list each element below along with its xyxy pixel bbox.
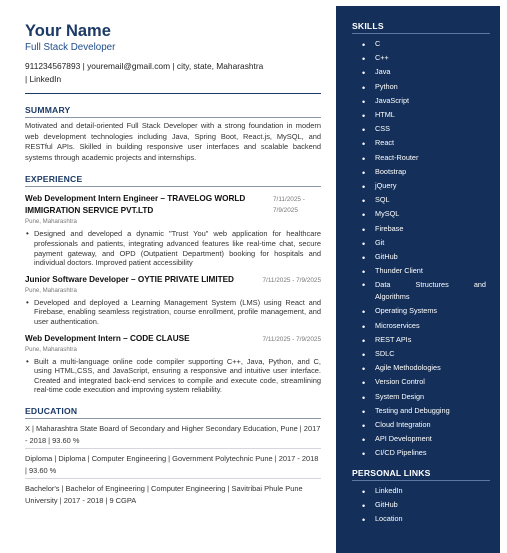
education-item: X | Maharashtra State Board of Secondary and Higher Secondary Education, Pune | 2017 - 2018 | 93.60 %	[25, 423, 321, 449]
job-bullet: • Developed and deployed a Learning Management System (LMS) using React and Firebase, enabling seamless registration, course enrollment, profile management, and user authentication.	[34, 298, 321, 327]
skill-item: • Testing and Debugging	[375, 404, 490, 418]
skill-item	[375, 278, 490, 304]
skill-item: • Cloud Integration	[375, 418, 490, 432]
skill-item: • GitHub	[375, 250, 490, 264]
experience-entry	[25, 333, 321, 395]
skills-list	[352, 37, 490, 461]
skill-item: • CSS	[375, 122, 490, 136]
job-location: Pune, Maharashtra	[25, 286, 77, 294]
skill-word: • Data	[375, 280, 391, 290]
experience-entry	[25, 274, 321, 327]
job-title: Web Development Intern Engineer – TRAVELOG WORLD IMMIGRATION SERVICE PVT.LTD	[25, 194, 246, 216]
skill-item: • Operating Systems	[375, 304, 490, 318]
link-github[interactable]: • GitHub	[375, 498, 490, 512]
skill-item: • SQL	[375, 193, 490, 207]
skill-item: • C	[375, 37, 490, 51]
job-bullet: • Designed and developed a dynamic "Trust You" web application for healthcare professionals and patients, integrating advanced features like real-time chat, secure payment gateway, and OPD (Outpatient Department) booking for hospitals and individual doctors. Improved patient accessibility	[34, 229, 321, 267]
skill-item: • React-Router	[375, 151, 490, 165]
job-dates: 7/11/2025 - 7/9/2025	[273, 196, 305, 215]
skills-heading: SKILLS	[352, 21, 490, 34]
candidate-name: Your Name	[25, 22, 111, 40]
job-dates: 7/11/2025 - 7/9/2025	[262, 276, 321, 284]
contact-info	[25, 60, 321, 85]
education-item: Diploma | Diploma | Computer Engineering | Government Polytechnic Pune | 2017 - 2018 | 93.60 %	[25, 453, 321, 479]
job-dates: 7/11/2025 - 7/9/2025	[262, 335, 321, 343]
experience-heading: EXPERIENCE	[25, 174, 321, 187]
skill-word: Algorithms	[375, 292, 410, 302]
skill-item: • API Development	[375, 432, 490, 446]
skill-item: • C++	[375, 51, 490, 65]
skill-item: • Firebase	[375, 222, 490, 236]
personal-links-heading: PERSONAL LINKS	[352, 468, 490, 481]
education-item: Bachelor's | Bachelor of Engineering | Computer Engineering | Savitribai Phule Pune University | 2017 - 2018 | 9 CGPA	[25, 484, 303, 505]
skill-item: • REST APIs	[375, 333, 490, 347]
linkedin-link[interactable]: | LinkedIn	[25, 73, 62, 84]
job-location: Pune, Maharashtra	[25, 218, 77, 226]
skill-item: • SDLC	[375, 347, 490, 361]
skill-item: • System Design	[375, 390, 490, 404]
skill-item: • Git	[375, 236, 490, 250]
skill-item: • Python	[375, 80, 490, 94]
job-title: Web Development Intern – CODE CLAUSE	[25, 333, 190, 343]
skill-item: • JavaScript	[375, 94, 490, 108]
job-location: Pune, Maharashtra	[25, 345, 77, 353]
job-bullet: • Built a multi-language online code compiler supporting C++, Java, Python, and C, using HTML,CSS, and JavaScript, ensuring a responsive and intuitive user interface. Created and integrated back-end services to compile and execute code, streamlining real-time code execution and improving system reliability.	[34, 357, 321, 395]
candidate-role: Full Stack Developer	[25, 42, 116, 53]
skill-item: • Agile Methodologies	[375, 361, 490, 375]
summary-heading: SUMMARY	[25, 105, 321, 118]
experience-entry	[25, 193, 321, 267]
resume-sidebar	[336, 6, 500, 553]
skill-item: • CI/CD Pipelines	[375, 446, 490, 460]
link-location[interactable]: • Location	[375, 512, 490, 526]
job-title: Junior Software Developer – OYTIE PRIVATE LIMITED	[25, 274, 234, 284]
education-list	[25, 423, 321, 509]
header-divider	[25, 93, 321, 94]
skill-item: • jQuery	[375, 179, 490, 193]
education-heading: EDUCATION	[25, 406, 321, 419]
personal-links-list	[352, 484, 490, 527]
skill-item: • Version Control	[375, 375, 490, 389]
skill-word: Structures	[415, 280, 449, 290]
skill-item: • HTML	[375, 108, 490, 122]
skill-item: • React	[375, 136, 490, 150]
summary-text: Motivated and detail-oriented Full Stack Developer with a strong foundation in modern web development technologies including Java, Spring Boot, React.js, MySQL, and RESTful APIs. Skilled in building responsive user interfaces and scalable backend systems through academic projects and internships.	[25, 121, 321, 162]
skill-item: • Microservices	[375, 319, 490, 333]
link-linkedin[interactable]: • LinkedIn	[375, 484, 490, 498]
skill-item: • MySQL	[375, 207, 490, 221]
skill-word: and	[473, 280, 486, 290]
contact-line: 911234567893 | youremail@gmail.com | city, state, Maharashtra	[25, 61, 264, 71]
skill-item: • Thunder Client	[375, 264, 490, 278]
skill-item: • Bootstrap	[375, 165, 490, 179]
skill-item: • Java	[375, 65, 490, 79]
